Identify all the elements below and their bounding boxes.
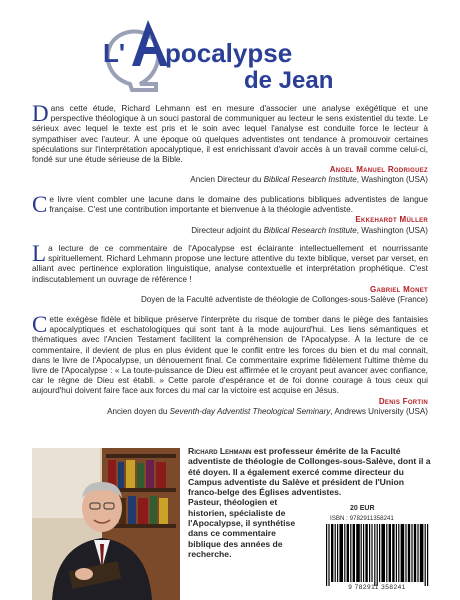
barcode-icon <box>322 524 432 586</box>
review-text: e livre vient combler une lacune dans le domaine des publications bibliques adventistes de langue française. C'est une contribution importante et bienvenue à la théologie adventiste. <box>49 194 428 215</box>
drop-cap: C <box>32 312 48 337</box>
review-text: ans cette étude, Richard Lehmann est en mesure d'associer une analyse exégétique et une perspective théologique à un souci pastoral de communiquer au lecteur le sens existentiel du texte. Le sérieux avec lequel le texte est pris et le soin avec lequel l'analyse est conduite force le lecteur à sympathiser avec l'auteur. À une époque où quelques adventistes ont tendance à promouvoir certaines spéculations sur l'interprétation apocalyptique, il est enrichissant d'avoir accès à un travail comme celui-ci, fondé sur une étude sérieuse de la Bible. <box>32 103 428 165</box>
review-muller <box>32 194 428 236</box>
review-author: Denis Fortin <box>378 396 428 406</box>
title-rest: pocalypse <box>165 38 293 68</box>
review-affiliation: Doyen de la Faculté adventiste de théologie de Collonges-sous-Salève (France) <box>140 295 428 305</box>
author-name: Richard Lehmann <box>188 446 252 456</box>
bio-text: est professeur émérite de la Faculté adventiste de théologie de Collonges-sous-Salève, dont il a été doyen. Il a également exercé comme directeur du Campus adventiste du Salève et président de l'Union franco-belge des Églises adventistes. <box>188 446 431 498</box>
author-photo <box>32 448 180 600</box>
title-a-glyph <box>132 20 168 66</box>
review-author: Gabriel Monet <box>369 284 428 294</box>
review-affiliation: Directeur adjoint du Biblical Research Institute, Washington (USA) <box>191 225 428 235</box>
review-rodriguez <box>32 103 428 186</box>
barcode-number: 9 782911 358241 <box>348 584 406 591</box>
drop-cap: L <box>32 241 47 266</box>
isbn-label: ISBN : 9782911358241 <box>330 515 394 522</box>
drop-cap: C <box>32 192 48 217</box>
price-label: 20 EUR <box>350 505 375 512</box>
drop-cap: D <box>32 101 49 126</box>
review-text: a lecture de ce commentaire de l'Apocalypse est éclairante intellectuellement et nourrissante spirituellement. Richard Lehmann propose une lecture attentive du texte biblique, verset par verset, en alliant avec pertinence exploration linguistique, analyse contextuelle et interprétation prophétique. C'est indiscutablement un ouvrage de référence ! <box>32 243 428 284</box>
title-logo <box>0 0 460 100</box>
review-text: ette exégèse fidèle et biblique préserve l'interprète du risque de tomber dans le piège des fantaisies apocalyptiques et eschatologiques qui sont tant à la mode aujourd'hui. Les liens sémantiques et thématiques avec l'Ancien Testament facilitent la compréhension de l'Apocalypse. À la lecture de ce commentaire, il devient de plus en plus évident que le conflit entre les forces du bien et du mal connait, dans le livre de l'Apocalypse, un dénouement final. Ce commentaire exprime fidèlement l'ultime thème du livre de l'Apocalypse : « La toute-puissance de Dieu est affirmée et le croyant peut avancer avec confiance, car le règne de Dieu est établi. » Cette parole d'espérance et de foi donne courage à tous ceux qui aujourd'hui doivent faire face aux forces du mal car la victoire est acquise en Jésus. <box>32 314 428 396</box>
review-fortin <box>32 314 428 417</box>
review-author: Ekkehardt Müller <box>355 215 428 225</box>
review-affiliation: Ancien Directeur du Biblical Research Institute, Washington (USA) <box>190 175 428 185</box>
review-affiliation: Ancien doyen du Seventh-day Adventist Theological Seminary, Andrews University (USA) <box>107 406 428 416</box>
bio-text-narrow: Pasteur, théologien et historien, spécialiste de l'Apocalypse, il synthétise dans ce commentaire biblique des années de recherche. <box>188 497 296 559</box>
title-prefix: L' <box>103 38 126 68</box>
review-author: Angel Manuel Rodriguez <box>329 165 428 175</box>
book-title <box>0 0 460 100</box>
review-monet <box>32 243 428 305</box>
title-line2: de Jean <box>244 67 334 94</box>
